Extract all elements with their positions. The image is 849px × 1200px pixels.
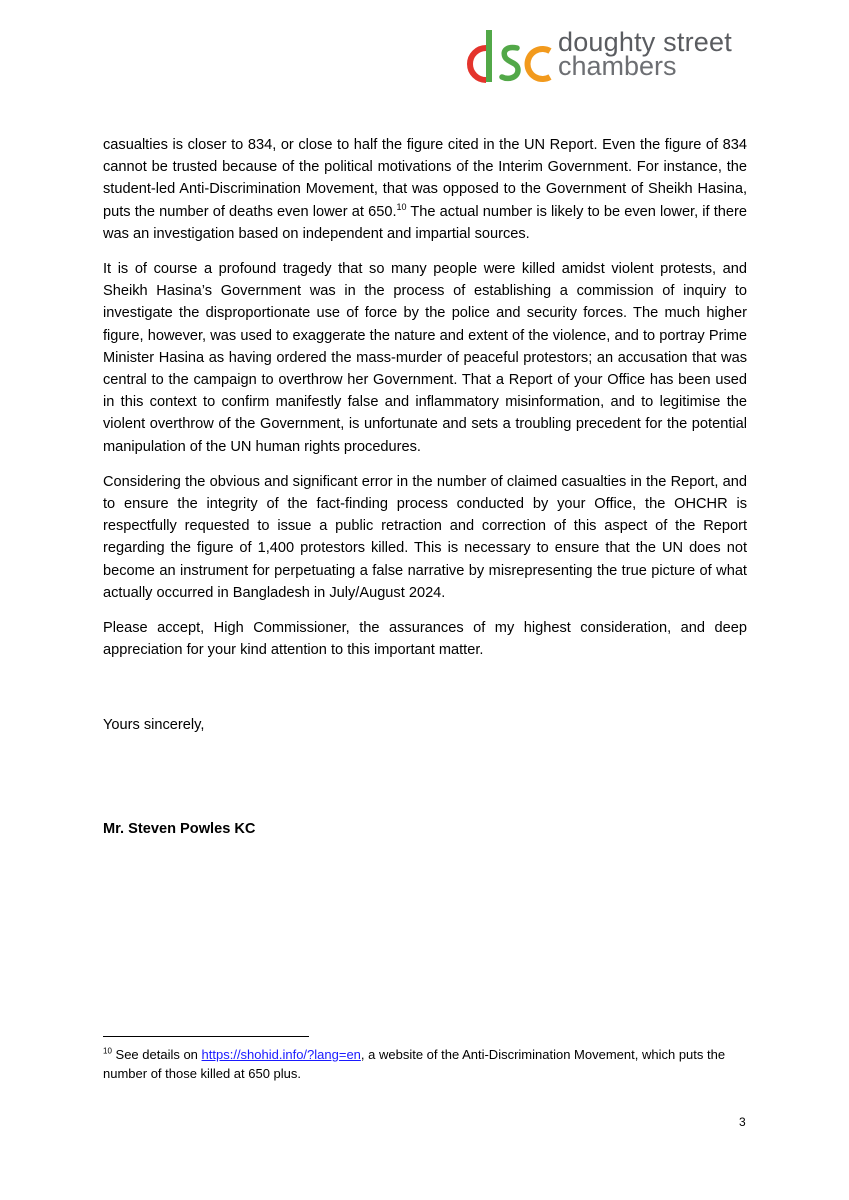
paragraph-1 [103,134,747,245]
paragraph-1-text-after: The actual number is likely to be even lower, if there was an investigation based on independent and impartial sources. [103,203,747,242]
letterhead-logo [462,24,752,88]
page-number: 3 [739,1115,746,1129]
footnote-text-after: , a website of the Anti-Discrimination Movement, which puts the number of those killed at 650 plus. [103,1047,726,1081]
chambers-name-line2: chambers [558,51,677,81]
paragraph-4: Please accept, High Commissioner, the assurances of my highest consideration, and deep appreciation for your kind attention to this important matter. [103,620,747,659]
footnote-reference: 10 [396,201,407,212]
letter-body [103,134,747,674]
chambers-name-line1: doughty street [558,27,732,57]
letter-closing: Yours sincerely, [103,717,205,733]
footnote-10 [103,1045,747,1083]
paragraph-2: It is of course a profound tragedy that so many people were killed amidst violent protests, and Sheikh Hasina’s Government was in the process of establishing a commission of inquiry to investigate the disproportionate use of force by the police and security forces. The much higher figure, however, was used to exaggerate the nature and extent of the violence, and to portray Prime Minister Hasina as having ordered the mass-murder of peaceful protestors; an accusation that was central to the campaign to overthrow her Government. That a Report of your Office has been used in this context to confirm manifestly false and inflammatory misinformation, and to legitimise the violent overthrow of the Government, is unfortunate and sets a troubling precedent for the potential manipulation of the UN human rights procedures. [103,261,747,455]
paragraph-3: Considering the obvious and significant error in the number of claimed casualties in the Report, and to ensure the integrity of the fact-finding process conducted by your Office, the OHCHR is respectfully requested to issue a public retraction and correction of this aspect of the Report regarding the figure of 1,400 protestors killed. This is necessary to ensure that the UN does not become an instrument for perpetuating a false narrative by misrepresenting the true picture of what actually occurred in Bangladesh in July/August 2024. [103,473,747,601]
signatory-name: Mr. Steven Powles KC [103,821,256,837]
footnote-link[interactable]: https://shohid.info/?lang=en [201,1047,361,1062]
footnote-separator [103,1036,309,1037]
paragraph-1-text-before: casualties is closer to 834, or close to half the figure cited in the UN Report. Even the figure of 834 cannot be trusted because of the political motivations of the Interim Government. For instance, the student-led Anti-Discrimination Movement, that was opposed to the Government of Sheikh Hasina, puts the number of deaths even lower at 650. [103,137,747,220]
footnote-text-before: See details on [111,1047,202,1062]
footnote-number: 10 [103,1046,112,1056]
dsc-logo-mark-icon [462,24,554,88]
